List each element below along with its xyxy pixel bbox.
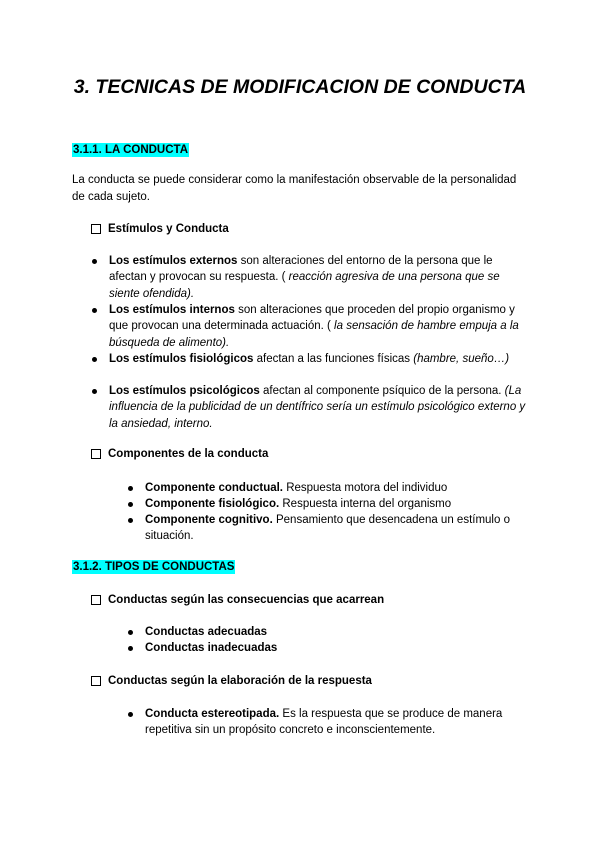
- item-example: (hambre, sueño…): [413, 353, 510, 365]
- subheading-label: Componentes de la conducta: [108, 448, 269, 460]
- list-item: [109, 351, 529, 367]
- item-example: reacción agresiva de una persona que se siente ofendida).: [109, 271, 500, 300]
- subheading-estimulos: [91, 222, 229, 236]
- item-term: Componente conductual.: [145, 482, 283, 494]
- checkbox-icon: [91, 595, 101, 605]
- item-example: (La influencia de la publicidad de un dentífrico sería un estímulo psicológico externo y la ansiedad, interno.: [109, 385, 526, 430]
- bullet-icon: [128, 486, 133, 491]
- item-text: son alteraciones que proceden del propio organismo y que provocan una determinada actuación. (: [109, 304, 515, 333]
- item-term: Conducta estereotipada.: [145, 708, 280, 720]
- subheading-label: Conductas según las consecuencias que acarrean: [108, 594, 385, 606]
- item-text: Respuesta motora del individuo: [283, 482, 448, 494]
- item-term: Conductas inadecuadas: [145, 642, 278, 654]
- item-text: Es la respuesta que se produce de manera repetitiva sin un propósito concreto e inconscientemente.: [145, 708, 503, 737]
- list-item: [145, 496, 525, 512]
- list-item: [109, 383, 529, 432]
- subheading-elaboracion: [91, 674, 372, 688]
- subheading-componentes: [91, 447, 268, 461]
- item-example: la sensación de hambre empuja a la búsqueda de alimento).: [109, 320, 519, 349]
- item-text: Respuesta interna del organismo: [279, 498, 452, 510]
- list-item: [145, 624, 525, 640]
- bullet-icon: [128, 646, 133, 651]
- intro-paragraph: La conducta se puede considerar como la manifestación observable de la personalidad de cada sujeto.: [72, 174, 517, 203]
- item-text: son alteraciones del entorno de la persona que le afectan y provocan su respuesta. (: [109, 255, 493, 284]
- bullet-icon: [128, 518, 133, 523]
- bullet-icon: [92, 389, 97, 394]
- item-term: Los estímulos fisiológicos: [109, 353, 254, 365]
- page-title: 3. TECNICAS DE MODIFICACION DE CONDUCTA: [73, 76, 527, 98]
- list-item: [145, 512, 525, 545]
- subheading-label: Conductas según la elaboración de la respuesta: [108, 675, 372, 687]
- list-item: [145, 640, 525, 656]
- subheading-label: Estímulos y Conducta: [108, 223, 229, 235]
- item-term: Los estímulos psicológicos: [109, 385, 260, 397]
- item-term: Los estímulos externos: [109, 255, 238, 267]
- list-item: [109, 302, 529, 351]
- checkbox-icon: [91, 676, 101, 686]
- bullet-icon: [92, 357, 97, 362]
- list-item: [145, 706, 525, 739]
- subheading-consecuencias: [91, 593, 384, 607]
- section-heading-la-conducta: 3.1.1. LA CONDUCTA: [73, 144, 189, 156]
- list-item: [109, 253, 529, 302]
- checkbox-icon: [91, 224, 101, 234]
- item-text: afectan al componente psíquico de la persona.: [259, 385, 505, 397]
- bullet-icon: [128, 502, 133, 507]
- item-term: Componente fisiológico.: [145, 498, 280, 510]
- item-term: Componente cognitivo.: [145, 514, 273, 526]
- item-term: Conductas adecuadas: [145, 626, 268, 638]
- item-text: afectan a las funciones físicas: [253, 353, 414, 365]
- section-heading-tipos: 3.1.2. TIPOS DE CONDUCTAS: [73, 561, 235, 573]
- bullet-icon: [92, 259, 97, 264]
- item-text: Pensamiento que desencadena un estímulo o situación.: [145, 514, 510, 543]
- bullet-icon: [128, 712, 133, 717]
- bullet-icon: [128, 630, 133, 635]
- bullet-icon: [92, 308, 97, 313]
- checkbox-icon: [91, 449, 101, 459]
- list-item: [145, 480, 525, 496]
- item-term: Los estímulos internos: [109, 304, 235, 316]
